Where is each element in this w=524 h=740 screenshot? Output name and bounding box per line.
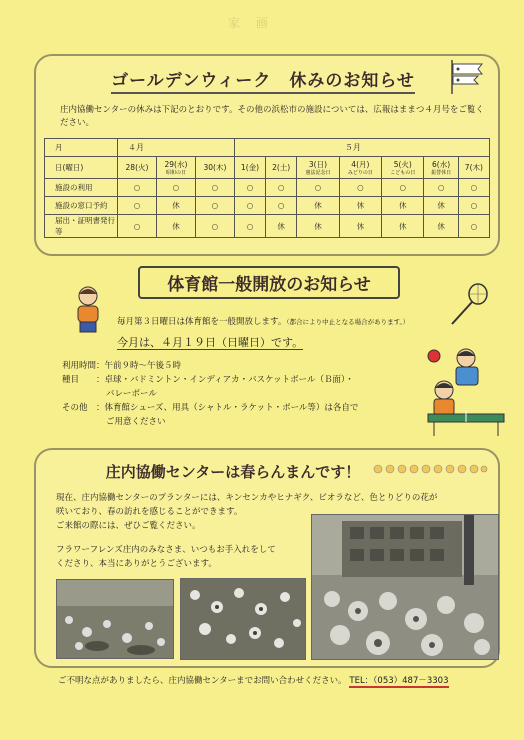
schedule-cell: ○: [297, 179, 339, 197]
gym-line1: 毎月第３日曜日は体育館を一般開放します。（都合により中止となる場合があります。）: [117, 317, 410, 327]
schedule-cell: ○: [156, 179, 195, 197]
schedule-cell: 休: [424, 215, 458, 238]
spring-para2-line2: くださり、本当にありがとうございます。: [56, 559, 217, 569]
schedule-cell: ○: [118, 179, 157, 197]
schedule-cell: 休: [297, 197, 339, 215]
gym-date: 今月は、４月１９日（日曜日）です。: [117, 336, 304, 349]
gym-hours: 利用時間：午前９時～午後５時: [62, 361, 182, 371]
header-logo: 家 画: [228, 16, 274, 30]
gym-events-cont: バレーボール: [106, 389, 157, 399]
table-tennis-illustration: [418, 344, 506, 436]
flower-photo-middle: [180, 578, 306, 660]
day-header: 日(曜日): [45, 157, 118, 179]
schedule-cell: ○: [339, 179, 381, 197]
day-cell: 1(金): [234, 157, 265, 179]
day-cell: 3(日) 憲法記念日: [297, 157, 339, 179]
gym-other-cont: ご用意ください: [106, 417, 166, 427]
row-label: 施設の利用: [45, 179, 118, 197]
footer-contact: ご不明な点がありましたら、庄内協働センターまでお問い合わせください。 TEL：（053）487－3303: [58, 676, 449, 686]
schedule-cell: 休: [339, 215, 381, 238]
holiday-title: ゴールデンウィーク 休みのお知らせ: [88, 66, 438, 91]
day-cell: 30(木): [195, 157, 234, 179]
schedule-cell: 休: [382, 215, 424, 238]
day-cell: 2(土): [266, 157, 297, 179]
flower-row-decoration: [372, 462, 488, 476]
schedule-cell: 休: [297, 215, 339, 238]
schedule-cell: ○: [195, 215, 234, 238]
spring-para1-line3: ご来館の際には、ぜひご覧ください。: [56, 521, 201, 531]
day-cell: 29(水) 昭和の日: [156, 157, 195, 179]
row-label: 届出・証明書発行等: [45, 215, 118, 238]
spring-para1-line1: 現在、庄内協働センターのプランターには、キンセンカやヒナギク、ビオラなど、色とりどりの花が: [56, 493, 438, 503]
gym-other: その他 ：体育館シューズ、用具（シャトル・ラケット・ボール等）は各自で: [62, 403, 359, 413]
schedule-cell: 休: [424, 197, 458, 215]
building-flower-photo: [311, 514, 499, 660]
fish-flag-illustration: [448, 58, 488, 94]
may-header: ５月: [234, 139, 489, 157]
schedule-cell: ○: [266, 197, 297, 215]
schedule-cell: 休: [156, 215, 195, 238]
schedule-cell: ○: [424, 179, 458, 197]
day-cell: 7(木): [458, 157, 489, 179]
schedule-cell: ○: [382, 179, 424, 197]
schedule-cell: ○: [458, 197, 489, 215]
flower-photo-left: [56, 579, 174, 659]
racket-illustration: [448, 282, 492, 326]
schedule-cell: ○: [234, 179, 265, 197]
schedule-cell: ○: [266, 179, 297, 197]
tel-number[interactable]: TEL：（053）487－3303: [349, 676, 449, 686]
spring-para1-line2: 咲いており、春の訪れを感じることができます。: [56, 507, 243, 517]
schedule-cell: ○: [458, 179, 489, 197]
schedule-cell: ○: [118, 215, 157, 238]
day-cell: 4(月) みどりの日: [339, 157, 381, 179]
schedule-cell: 休: [382, 197, 424, 215]
schedule-cell: 休: [339, 197, 381, 215]
day-cell: 28(火): [118, 157, 157, 179]
gym-events: 種目 ：卓球・バドミントン・インディアカ・バスケットボール（Ｂ面）・: [62, 375, 354, 385]
april-header: ４月: [118, 139, 235, 157]
schedule-cell: ○: [195, 179, 234, 197]
schedule-cell: ○: [234, 197, 265, 215]
spring-para2-line1: フラワーフレンズ庄内のみなさま、いつもお手入れをして: [56, 545, 276, 555]
day-cell: 6(水) 振替休日: [424, 157, 458, 179]
spring-title: 庄内協働センターは春らんまんです！: [105, 463, 361, 481]
schedule-cell: ○: [458, 215, 489, 238]
schedule-cell: ○: [195, 197, 234, 215]
holiday-schedule-table: [44, 138, 490, 238]
row-label: 施設の窓口予約: [45, 197, 118, 215]
gym-title: 体育館一般開放のお知らせ: [138, 266, 400, 299]
month-header: 月: [45, 139, 118, 157]
boy-illustration: [68, 284, 108, 336]
schedule-cell: ○: [118, 197, 157, 215]
schedule-cell: 休: [156, 197, 195, 215]
schedule-cell: 休: [266, 215, 297, 238]
schedule-cell: ○: [234, 215, 265, 238]
holiday-intro: 庄内協働センターの休みは下記のとおりです。その他の浜松市の施設については、広報はままつ４月号をご覧ください。: [60, 105, 484, 128]
day-cell: 5(火) こどもの日: [382, 157, 424, 179]
